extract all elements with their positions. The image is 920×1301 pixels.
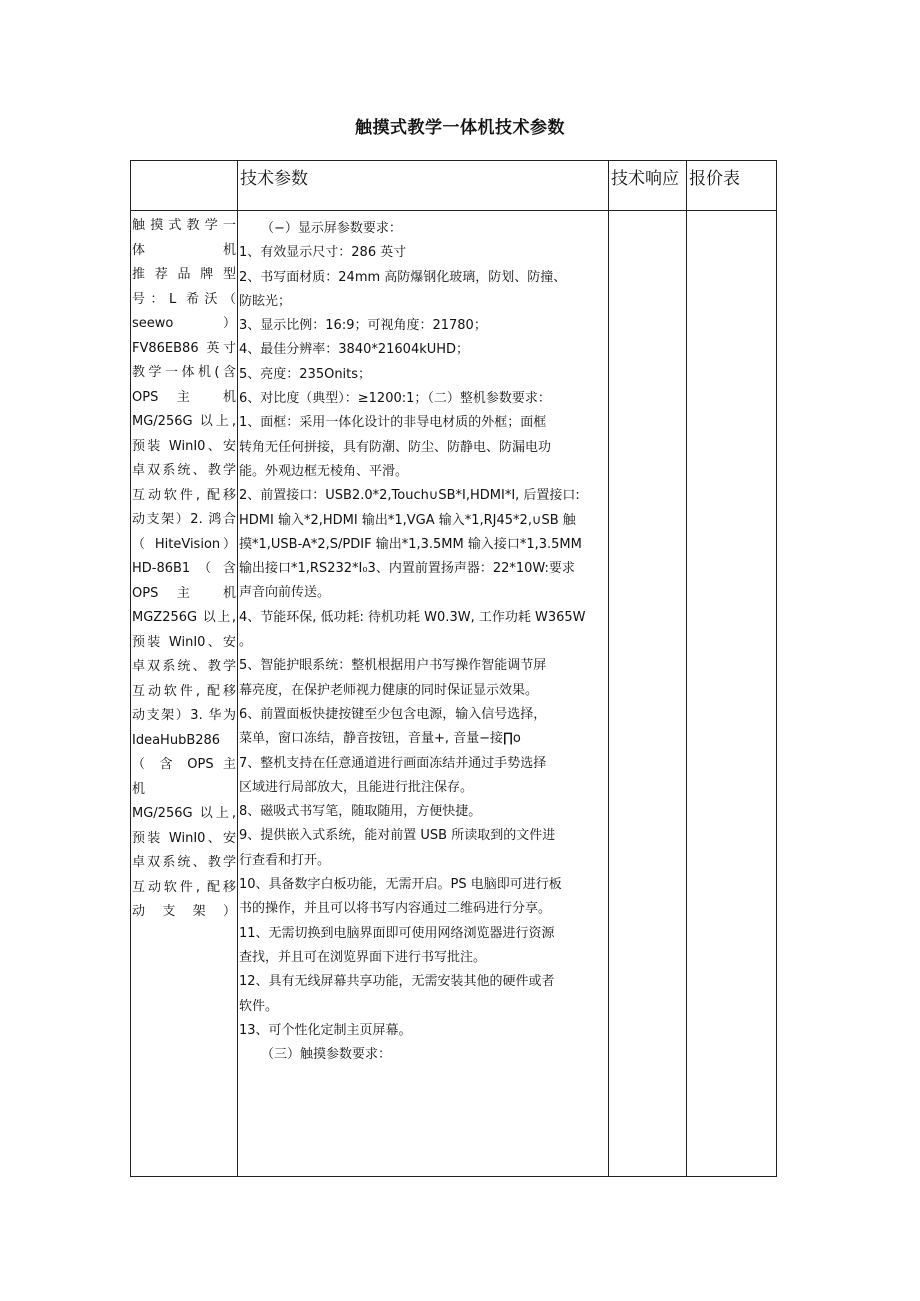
spec-line: 8、磁吸式书写笔，随取随用，方便快捷。 [239,804,482,820]
page-title: 触摸式教学一体机技术参数 [355,118,565,138]
spec-line: 查找，并且可在浏览界面下进行书写批注。 [239,949,487,965]
item-line: 触摸式教学一 [132,218,236,233]
spec-line: 摸*1,USB-A*2,S/PDIF 输出*1,3.5MM 输入接口*1,3.5MM [239,536,582,552]
response-cell [609,211,687,1177]
spec-line: 10、具备数字白板功能，无需开启。PS 电脑即可进行板 [239,877,562,893]
item-line: 动支架）3. 华为 [132,708,236,723]
item-line: 卓双系统、教学 [132,463,236,478]
spec-line: HDMI 输入*2,HDMI 输出*1,VGA 输入*1,RJ45*2,∪SB 触 [239,512,576,528]
spec-line: 3、显示比例：16:9；可视角度：21780； [239,318,487,334]
item-line: 互动软件, 配移 [132,879,236,895]
spec-line: 12、具有无线屏幕共享功能，无需安装其他的硬件或者 [239,974,555,990]
spec-list [238,211,608,1067]
spec-line: 11、无需切换到电脑界面即可使用网络浏览器进行资源 [239,925,555,941]
spec-table [130,160,777,1177]
spec-line: 行查看和打开。 [239,852,331,868]
item-line: 动支架）2. 鸿合 [132,512,236,527]
spec-line: 2、书写面材质：24mm 高防爆钢化玻璃，防划、防撞、 [239,269,567,285]
item-line: MGZ256G 以上, [132,610,236,625]
item-line: 互动软件, 配移 [132,683,236,699]
header-response: 技术响应 [611,169,679,189]
item-line: OPS 主 机 [132,585,236,601]
item-line: 动支架） [132,904,236,919]
spec-line: 区域进行局部放大，且能进行批注保存。 [239,779,474,795]
item-line: 预装 WinI0、安 [132,438,236,454]
item-line: 推荐品牌型 [132,267,236,282]
spec-line: 防眩光； [239,293,292,309]
spec-line: 1、有效显示尺寸：286 英寸 [239,245,407,261]
item-line: 预装 WinI0、安 [132,830,236,846]
spec-line: 转角无任何拼接，具有防潮、防尘、防静电、防漏电功 [239,439,552,455]
content-row [131,211,777,1177]
item-line: IdeaHubB286 [132,732,221,748]
item-line: seewo） [132,316,236,331]
spec-line: 6、对比度（典型）：≥1200:1；（二）整机参数要求： [239,391,551,407]
spec-line: 6、前置面板快捷按键至少包含电源，输入信号选择， [239,706,547,722]
spec-cell [238,211,609,1177]
item-cell [131,211,238,1177]
item-line: （ HiteVision） [132,536,236,552]
spec-line: 4、节能环保, 低功耗: 待机功耗 W0.3W, 工作功耗 W365W [239,609,586,625]
spec-line: 9、提供嵌入式系统，能对前置 USB 所读取到的文件进 [239,828,556,844]
spec-line: 幕亮度，在保护老师视力健康的同时保证显示效果。 [239,682,539,698]
spec-line: 。 [239,634,253,650]
spec-line: 书的操作，并且可以将书写内容通过二维码进行分享。 [239,901,552,917]
header-price: 报价表 [689,169,740,189]
header-spec-cell [238,161,609,211]
item-line: 号：L 希沃（ [132,291,236,307]
spec-line: 1、面框：采用一体化设计的非导电材质的外框；面框 [239,415,547,431]
price-cell [687,211,777,1177]
spec-line: 5、亮度：235Onits； [239,366,372,382]
item-line: 教学一体机(含 [132,365,236,380]
item-line: （ 含 OPS 主 [132,757,236,772]
spec-line: 5、智能护眼系统：整机根据用户书写操作智能调节屏 [239,658,547,674]
spec-line: （三）触摸参数要求： [261,1047,392,1063]
item-line: 互动软件, 配移 [132,487,236,503]
header-item-cell [131,161,238,211]
item-line: 机 [132,781,146,797]
spec-line: （−）显示屏参数要求： [261,221,402,236]
spec-line: 2、前置接口：USB2.0*2,Touch∪SB*I,HDMI*I, 后置接口: [239,488,580,504]
item-line: MG/256G 以上, [132,414,236,429]
header-response-cell [609,161,687,211]
spec-line: 菜单，窗口冻结，静音按钮，音量+, 音量−接∏o [239,731,521,747]
header-price-cell [687,161,777,211]
item-line: 预装 WinI0、安 [132,634,236,650]
item-line: FV86EB86 英寸 [132,340,236,356]
spec-line: 软件。 [239,998,279,1014]
spec-line: 声音向前传送。 [239,585,331,601]
spec-line: 13、可个性化定制主页屏幕。 [239,1022,412,1038]
spec-line: 7、整机支持在任意通道进行画面冻结并通过手势选择 [239,755,547,771]
item-line: HD-86B1 （ 含 [132,561,236,576]
item-line: MG/256G 以上, [132,806,236,821]
spec-line: 能。外观边框无棱角、平滑。 [239,463,409,479]
spec-line: 输出接口*1,RS232*I₀3、内置前置扬声器：22*10W:要求 [239,561,575,577]
header-row [131,161,777,211]
header-item [131,161,237,164]
spec-line: 4、最佳分辨率：3840*21604kUHD； [239,342,470,358]
header-spec: 技术参数 [240,169,308,189]
item-line: 卓双系统、教学 [132,855,236,870]
item-description [131,211,237,925]
item-line: OPS 主 机 [132,389,236,405]
item-line: 体机 [132,242,236,258]
item-line: 卓双系统、教学 [132,659,236,674]
